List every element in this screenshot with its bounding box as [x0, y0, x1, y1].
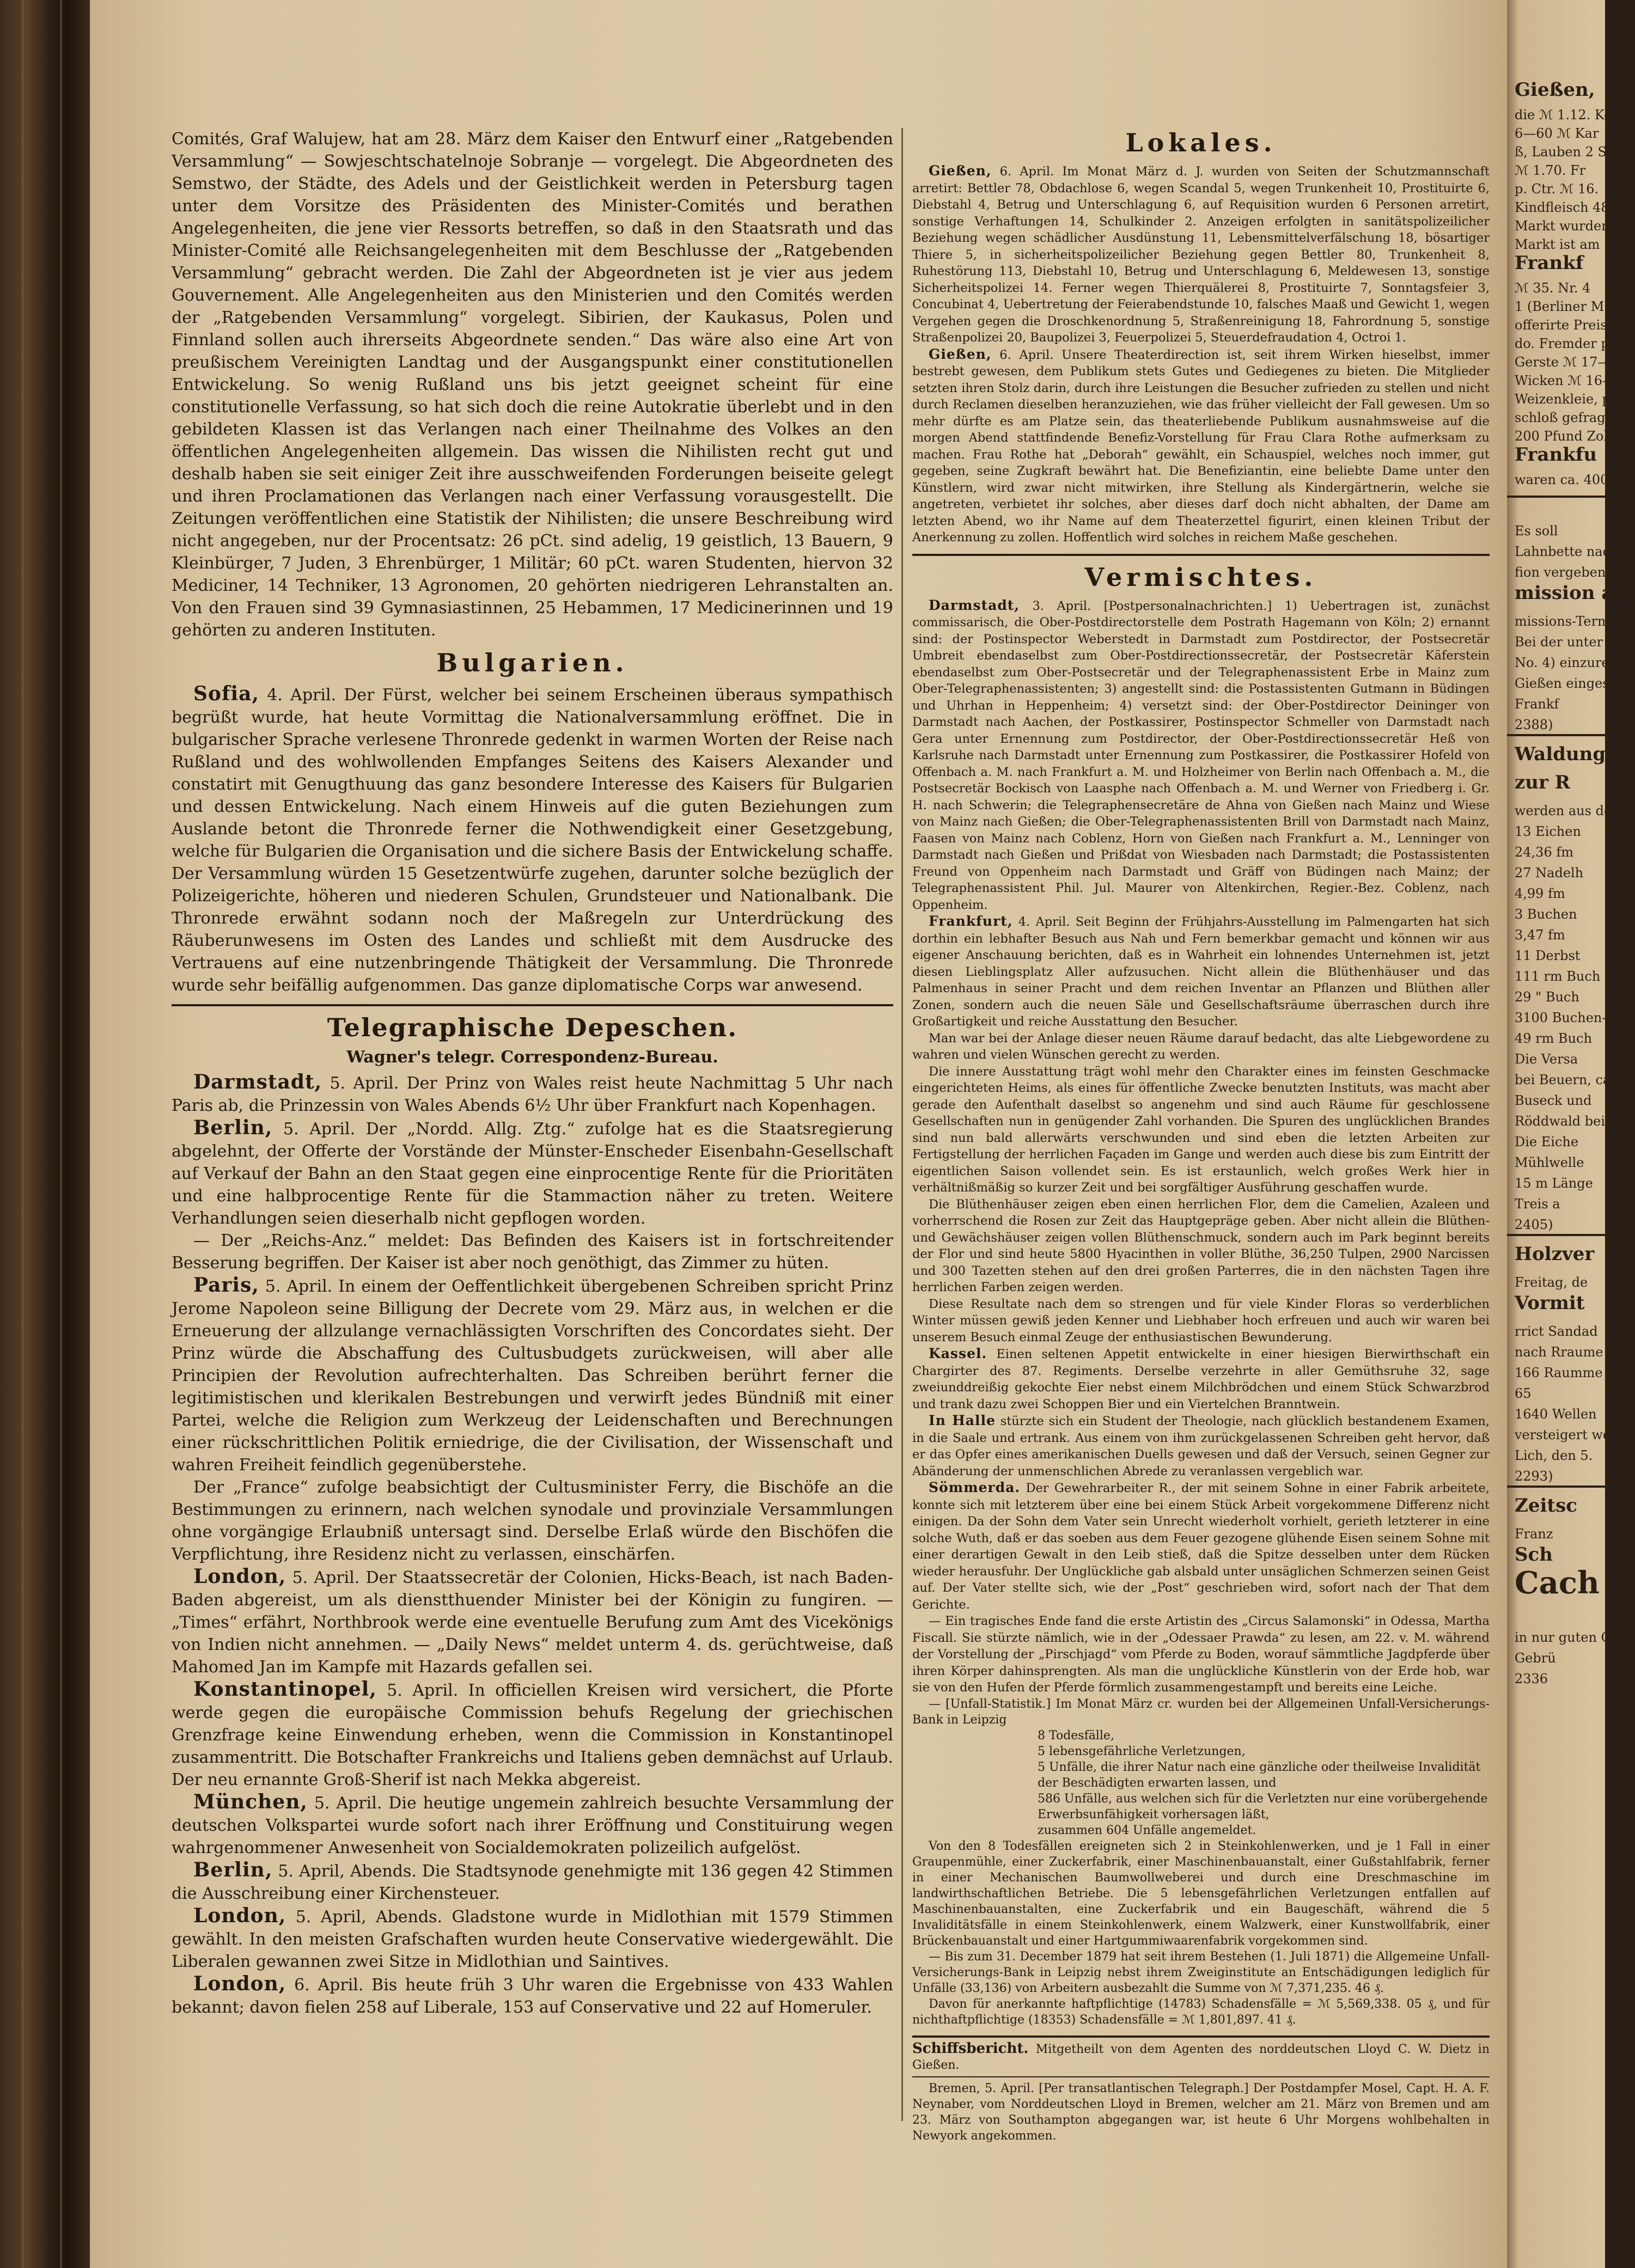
dispatch-item: [172, 1071, 893, 1117]
adjacent-text-line: 6—60 ℳ Kar: [1515, 126, 1599, 141]
adjacent-notice-line: Holzver: [1515, 1243, 1595, 1265]
ship-text: Bremen, 5. April. [Per transatlantischen Telegraph.] Der Postdampfer Mosel, Capt. H. A. F. Neynaber, vom Norddeutschen Lloyd in Bremen, welcher am 21. März von Bremen und am 23. März von Southampton abgegangen war, ist heute 6 Uhr Morgens wohlbehalten in Newyork angekommen.: [912, 2081, 1490, 2143]
dispatch-text: 5. April. Die heutige ungemein zahlreich besuchte Versammlung der deutschen Volkspartei wurde sofort nach ihrer Eröffnung und Constituirung wegen wahrgenommener Anwesenheit von Socialdemokraten polizeilich aufgelöst.: [172, 1794, 894, 1857]
sofia-text: 4. April. Der Fürst, welcher bei seinem Erscheinen überaus sympathisch begrüßt wurde, hat heute Vormittag die Nationalversammlung eröffnet. Die in bulgarischer Sprache verlesene Thronrede gedenkt in warmen Worten der Reise nach Rußland und des wohlwollenden Empfanges Seitens des Kaisers Alexander und constatirt mit Genugthuung das ganz besondere Interesse des Kaisers für Bulgarien und dessen Entwickelung. Nach einem Hinweis auf die guten Beziehungen zum Auslande betont die Thronrede ferner die Nothwendigkeit einer Gesetzgebung, welche für Bulgarien die Organisation und die sichere Basis der Entwickelung schaffe. Der Versammlung würden 15 Gesetzentwürfe zugehen, darunter solche bezüglich der Polizeigerichte, höheren und niederen Schulen, Grundsteuer und Nationalbank. Die Thronrede erwähnt sodann noch der Maßregeln zur Unterdrückung des Räuberunwesens im Osten des Landes und schließt mit dem Ausdrucke des Vertrauens auf eine nutzenbringende Thätigkeit der Versammlung. Die Thronrede wurde sehr beifällig aufgenommen. Das ganze diplomatische Corps war anwesend.: [172, 686, 893, 995]
adjacent-notice-line: Lich, den 5.: [1515, 1448, 1593, 1463]
vermischtes-item: [912, 1196, 1490, 1296]
ship-intro: Mitgetheilt von dem Agenten des norddeutschen Lloyd C. W. Dietz in Gießen.: [912, 2042, 1490, 2072]
sofia-dateline: Sofia,: [193, 682, 260, 705]
dispatch-text: 5. April. In officiellen Kreisen wird versichert, die Pforte werde gegen die europäische Commission behufs Regelung der griechischen Grenzfrage keine Einwendung erheben, wenn die Commission in Konstantinopel zusammentritt. Die Botschafter Frankreichs und Italiens geben demnächst auf Urlaub. Der neu ernannte Groß-Sherif ist nach Mekka abgereist.: [172, 1681, 893, 1789]
vermischtes-text: Die innere Ausstattung trägt wohl mehr den Charakter eines im feinsten Geschmacke eingerichteten Heims, als eines für öffentliche Zwecke benutzten Instituts, was macht aber gerade den Aufenthalt daselbst so angenehm und sind auch Räume für geschlossene Gesellschaften nun in genügender Zahl vorhanden. Die Spuren des unglücklichen Brandes sind nun bald allerwärts verschwunden und sind eben die letzten Arbeiten zur Fertigstellung der herrlichen Façaden im Gange und werden auch diese bis zum Eintritt der eigentlichen Saison vollendet sein. Es ist erstaunlich, welch großes Werk hier in verhältnißmäßig so kurzer Zeit und bei sorgfältiger Ausführung geschaffen wurde.: [912, 1064, 1490, 1195]
column-divider: [901, 128, 903, 2121]
dispatch-text: 5. April, Abends. Gladstone wurde in Midlothian mit 1579 Stimmen gewählt. In den meisten Grafschaften wurden heute Conservative wiedergewählt. Die Liberalen gewannen zwei Sitze in Midlothian und Saintives.: [172, 1908, 893, 1971]
adjacent-text-line: Markt ist am: [1515, 237, 1600, 252]
right-column: [912, 128, 1490, 2143]
adjacent-text-line: ℳ 35. Nr. 4: [1515, 280, 1591, 296]
dispatch-text: 5. April. In einem der Oeffentlichkeit übergebenen Schreiben spricht Prinz Jerome Napoleon seine Billigung der Decrete vom 29. März aus, in welchen er die Erneuerung der allzulange vernachlässigten Vorschriften des Concordates sieht. Der Prinz würde die Abschaffung des Cultusbudgets zurückweisen, will aber alle Principien der Revolution aufrechterhalten. Das Schreiben berührt ferner die legitimistischen und klerikalen Bestrebungen und verwirft jedes Bündniß mit einer Partei, welche die Religion zum Werkzeug der Leidenschaften und Berechnungen einer rückschrittlichen Politik erniedrige, die der Civilisation, der Wissenschaft und wahren Freiheit feindlich gegenüberstehe.: [172, 1277, 893, 1475]
lokales-list: [912, 163, 1490, 546]
vermischtes-item: [912, 1480, 1490, 1613]
unfall-stat-line: 8 Todesfälle,: [1038, 1728, 1114, 1743]
vermischtes-dateline: Kassel.: [929, 1346, 987, 1361]
vermischtes-item: [912, 1346, 1490, 1413]
dispatch-text: 5. April. Der Staatssecretär der Colonien, Hicks-Beach, ist nach Baden-Baden abgereist, um als dienstthuender Minister bei der Königin zu fungiren. — „Times“ erfährt, Northbrook werde eine eventuelle Berufung zum Amt des Vicekönigs von Indien nicht annehmen. — „Daily News“ meldet unterm 4. ds. gerüchtweise, daß Mahomed Jan im Kampfe mit Hazards gefallen sei.: [172, 1568, 893, 1677]
book-binding: [0, 0, 90, 2268]
dispatch-dateline: Berlin,: [193, 1859, 273, 1881]
adjacent-text-line: Frankfu: [1515, 444, 1597, 466]
adjacent-text-line: ℳ 1.70. Fr: [1515, 163, 1586, 178]
adjacent-rule: [1507, 1485, 1605, 1488]
vermischtes-text: Man war bei der Anlage dieser neuen Räume darauf bedacht, das alte Liebgewordene zu wahren und vielen Wünschen gerecht zu werden.: [912, 1031, 1490, 1062]
lokales-text: 6. April. Unsere Theaterdirection ist, seit ihrem Wirken hieselbst, immer bestrebt gewesen, dem Publikum stets Gutes und Gediegenes zu bieten. Die Mitglieder setzten ihren Stolz darin, durch ihre Leistungen die Besucher zufrieden zu stellen und nicht durch Reclamen dieselben heranzuziehen, wie das früher vielleicht der Fall gewesen. Um so mehr dürfte es am Platze sein, das theaterliebende Publikum ausnahmsweise auf die morgen Abend stattfindende Benefiz-Vorstellung für Frau Clara Rothe aufmerksam zu machen. Frau Rothe hat „Deborah“ gewählt, ein Schauspiel, welches noch immer, gut gegeben, seine Zugkraft bewährt hat. Die Benefiziantin, eine beliebte Dame unter den Künstlern, wird zwar nicht mitwirken, ihre Stellung als Kindergärtnerin, welche sie angetreten, verbietet ihr solches, aber dieses darf doch nicht abhalten, der Dame am letzten Abend, wo ihr Name auf dem Theaterzettel figurirt, einen kleinen Tribut der Anerkennung zu zollen. Hoffentlich wird solches in reichem Maße geschehen.: [912, 347, 1490, 545]
dispatch-text: 5. April. Der Prinz von Wales reist heute Nachmittag 5 Uhr nach Paris ab, die Prinzessin von Wales Abends 6½ Uhr über Frankfurt nach Kopenhagen.: [172, 1074, 893, 1115]
adjacent-notice-line: No. 4) einzure: [1515, 655, 1609, 670]
adjacent-notice-line: 3,47 fm: [1515, 927, 1565, 943]
dispatch-dateline: Darmstadt,: [193, 1071, 322, 1093]
unfall-stat-line: 5 lebensgefährliche Verletzungen,: [1038, 1744, 1246, 1758]
adjacent-notice-line: Frankf: [1515, 696, 1559, 712]
adjacent-notice-line: versteigert we: [1515, 1427, 1611, 1442]
vermischtes-text: — Ein tragisches Ende fand die erste Artistin des „Circus Salamonski“ in Odessa, Martha Fiscall. Sie stürzte nämlich, wie in der „Odessaer Prawda“ zu lesen, am 22. v. M. während der Vorstellung der „Pirschjagd“ vom Pferde zu Boden, worauf sämmtliche Jagdpferde über ihren Körper dahinsprengten. Als man die unglückliche Künstlerin von der Erde hob, war sie von den Hufen der Pferde förmlich zusammengestampft und bereits eine Leiche.: [912, 1614, 1490, 1695]
thin-rule: [912, 2076, 1490, 2077]
dispatch-text: Der „France“ zufolge beabsichtigt der Cultusminister Ferry, die Bischöfe an die Bestimmungen zu erinnern, nach welchen synodale und provinziale Versammlungen ohne vorgängige Erlaubniß untersagt sind. Derselbe Erlaß würde den Bischöfen die Verpflichtung, ihre Residenz nicht zu verlassen, einschärfen.: [172, 1478, 893, 1564]
adjacent-notice-line: 49 rm Buch: [1515, 1031, 1593, 1046]
newspaper-page: [90, 0, 1507, 2268]
adjacent-text-line: waren ca. 400: [1515, 472, 1609, 487]
vermischtes-dateline: Sömmerda.: [929, 1480, 1021, 1495]
adjacent-notice-line: missions-Termi: [1515, 614, 1614, 629]
dispatch-item: [172, 1230, 893, 1274]
adjacent-notice-line: Gießen eingese: [1515, 676, 1617, 691]
lokales-heading: Lokales.: [1125, 128, 1277, 157]
unfall-sum: — Bis zum 31. December 1879 hat seit ihrem Bestehen (1. Juli 1871) die Allgemeine Unfall-Versicherungs-Bank in Leipzig nebst ihrem Zweiginstitute an Entschädigungen lediglich für Unfälle (33,136) von Arbeitern ausbezahlt die Summe von ℳ 7,371,235. 46 ₰.: [912, 1949, 1490, 1995]
adjacent-text-line: Gerste ℳ 17—2: [1515, 354, 1619, 370]
dispatch-dateline: Berlin,: [193, 1116, 273, 1139]
adjacent-notice-line: 27 Nadelh: [1515, 865, 1584, 881]
adjacent-notice-line: 166 Raumme: [1515, 1365, 1603, 1380]
adjacent-notice-line: Waldungen: [1515, 743, 1631, 765]
adjacent-notice-line: Cach: [1515, 1565, 1600, 1601]
adjacent-notice-line: 3 Buchen: [1515, 907, 1577, 922]
dispatch-text: 5. April. Der „Nordd. Allg. Ztg.“ zufolge hat es die Staatsregierung abgelehnt, der Offerte der Vorstände der Münster-Enscheder Eisenbahn-Gesellschaft auf Verkauf der Bahn an den Staat gegen eine einprocentige Rente für die Prioritäten und eine halbprocentige Rente für die Stammaction näher zu treten. Weitere Verhandlungen seien dieserhalb nicht gepflogen worden.: [172, 1120, 893, 1228]
adjacent-notice-line: Freitag, de: [1515, 1275, 1588, 1290]
unfall-stat-line: 586 Unfälle, aus welchen sich für die Verletzten nur eine vorübergehende Erwerbsunfähigkeit vorhersagen läßt,: [1038, 1792, 1488, 1821]
adjacent-notice-line: 2293): [1515, 1469, 1553, 1484]
russia-article: Comités, Graf Walujew, hat am 28. März dem Kaiser den Entwurf einer „Ratgebenden Versammlung“ — Sowjeschtschatelnoje Sobranje — vorgelegt. Die Abgeordneten des Semstwo, der Städte, des Adels und der Geistlichkeit werden in Petersburg tagen unter dem Vorsitze des Präsidenten des Minister-Comités und berathen Angelegenheiten, die jene vier Ressorts betreffen, so daß in den Staatsrath und das Minister-Comité alle Reichsangelegenheiten mit dem Beschlusse der „Ratgebenden Versammlung“ gebracht werden. Die Zahl der Abgeordneten ist je vier aus jedem Gouvernement. Alle Angelegenheiten aus den Ministerien und den Comités werden der „Ratgebenden Versammlung“ vorgelegt. Sibirien, der Kaukasus, Polen und Finnland sollen auch ihrerseits Abgeordnete senden.“ Das wäre also eine Art von preußischem Vereinigten Landtag und der Ausgangspunkt einer constitutionellen Entwickelung. So wenig Rußland uns bis jetzt geeignet scheint für eine constitutionelle Verfassung, so hat sich doch die reine Autokratie überlebt und in den gebildeten Klassen ist das Verlangen nach einer Theilnahme des Volkes an den öffentlichen Angelegenheiten allgemein. Das wissen die Nihilisten recht gut und deshalb haben sie seit einiger Zeit ihre ausschweifenden Forderungen beiseite gelegt und ihren Proclamationen das Verlangen nach einer Verfassung vorausgestellt. Die Zeitungen veröffentlichen eine Statistik der Nihilisten; die unsere Beschreibung wird nicht angegeben, nur der Procentsatz: 26 pCt. sind adelig, 19 geistlich, 13 Bauern, 9 Kleinbürger, 7 Juden, 3 Ehrenbürger, 1 Militär; 60 pCt. waren Studenten, hiervon 32 Mediciner, 14 Techniker, 13 Agronomen, 20 gehörten niedrigeren Lehranstalten an. Von den Frauen sind 39 Gymnasiastinnen, 25 Hebammen, 17 Medicinerinnen und 19 gehörten zu anderen Instituten.: [172, 130, 893, 640]
adjacent-notice-line: 4,99 fm: [1515, 886, 1565, 901]
adjacent-text-line: Weizenkleie, pro: [1515, 392, 1625, 407]
dispatch-item: [172, 1678, 893, 1791]
adjacent-rule: [1507, 496, 1605, 498]
dispatch-list: [172, 1071, 893, 2019]
bulgarien-heading: Bulgarien.: [436, 648, 629, 677]
unfall-list: [912, 1728, 1490, 1838]
adjacent-notice-line: 1640 Wellen: [1515, 1407, 1597, 1422]
ship-heading: Schiffsbericht.: [912, 2040, 1029, 2057]
unfall-stat-line: zusammen 604 Unfälle angemeldet.: [1038, 1823, 1256, 1837]
vermischtes-text: 4. April. Seit Beginn der Frühjahrs-Ausstellung im Palmengarten hat sich dorthin ein lebhafter Besuch aus Nah und Fern bemerkbar gemacht und können wir aus eigener Anschauung berichten, daß es in Wahrheit ein lohnendes Unternehmen ist, jetzt diesen Lieblingsplatz Aller aufzusuchen. Nicht allein die Blüthenhäuser und das Palmenhaus in seiner Pracht und dem reichen Inventar an Pflanzen und Blüthen aller Zonen, sondern auch die neuen Säle und Gesellschaftsräume überraschen durch ihre Großartigkeit und reiche Ausstattung den Besucher.: [912, 915, 1490, 1029]
dispatch-item: [172, 1791, 893, 1859]
adjacent-notice-line: 2405): [1515, 1217, 1553, 1232]
adjacent-notice-line: Sch: [1515, 1544, 1553, 1566]
lokales-dateline: Gießen,: [929, 346, 992, 362]
adjacent-text-line: ß, Lauben 2 Schm: [1515, 144, 1635, 160]
adjacent-notice-line: Lahnbette nach: [1515, 544, 1619, 559]
adjacent-notice-line: Franz: [1515, 1526, 1553, 1542]
unfall-intro: — [Unfall-Statistik.] Im Monat März cr. wurden bei der Allgemeinen Unfall-Versicherungs-Bank in Leipzig: [912, 1697, 1490, 1727]
adjacent-text-line: schloß gefragt w: [1515, 410, 1626, 425]
adjacent-notice-line: nach Rraume: [1515, 1344, 1603, 1360]
unfall-stat-line: 5 Unfälle, die ihrer Natur nach eine gänzliche oder theilweise Invalidität der Beschädigten erwarten lassen, und: [1038, 1760, 1481, 1790]
adjacent-notice-line: bei Beuern, ca: [1515, 1072, 1611, 1087]
dispatch-item: [172, 1476, 893, 1566]
adjacent-notice-line: 15 m Länge: [1515, 1176, 1593, 1191]
dispatch-dateline: München,: [193, 1790, 308, 1813]
adjacent-notice-line: 65: [1515, 1386, 1532, 1401]
vermischtes-dateline: Darmstadt,: [929, 597, 1020, 613]
adjacent-text-line: offerirte Preis: [1515, 317, 1607, 333]
adjacent-text-line: 200 Pfund Zoll: [1515, 429, 1612, 444]
adjacent-text-line: die ℳ 1.12. Kön: [1515, 107, 1621, 123]
lokales-item: [912, 346, 1490, 546]
adjacent-notice-line: 13 Eichen: [1515, 824, 1581, 839]
adjacent-notice-line: Buseck und: [1515, 1093, 1592, 1108]
adjacent-notice-line: 24,36 fm: [1515, 845, 1573, 860]
adjacent-text-line: Kindfleisch 48—: [1515, 200, 1622, 215]
telegraph-subheading: Wagner's telegr. Correspondenz-Bureau.: [346, 1048, 718, 1067]
dispatch-text: — Der „Reichs-Anz.“ meldet: Das Befinden des Kaisers ist in fortschreitender Besserung begriffen. Der Kaiser ist aber noch genöthigt, das Zimmer zu hüten.: [172, 1231, 893, 1273]
adjacent-notice-line: rrict Sandad: [1515, 1324, 1598, 1339]
lokales-dateline: Gießen,: [929, 163, 992, 179]
dispatch-item: [172, 1973, 893, 2019]
dispatch-dateline: Paris,: [193, 1274, 259, 1297]
dispatch-dateline: London,: [193, 1972, 286, 1995]
adjacent-notice-line: mission au: [1515, 582, 1627, 604]
vermischtes-heading: Vermischtes.: [1084, 562, 1317, 592]
vermischtes-text: stürzte sich ein Student der Theologie, nach glücklich bestandenem Examen, in die Saale und ertrank. Aus einem von ihm zurückgelassenen Schreiben geht hervor, daß er das Opfer eines amerikanischen Duells gewesen und daß der Versuch, seinen Gegner zur Abänderung der unmenschlichen Abrede zu veranlassen vergeblich war.: [912, 1414, 1490, 1478]
adjacent-notice-line: Die Versa: [1515, 1052, 1578, 1067]
lokales-item: [912, 163, 1490, 346]
vermischtes-item: [912, 1296, 1490, 1346]
dispatch-item: [172, 1859, 893, 1905]
adjacent-notice-line: Vormit: [1515, 1292, 1585, 1314]
vermischtes-dateline: Frankfurt,: [929, 913, 1013, 929]
vermischtes-item: [912, 1413, 1490, 1480]
adjacent-notice-line: 3100 Buchen-: [1515, 1010, 1607, 1025]
dispatch-item: [172, 1566, 893, 1678]
adjacent-notice-line: 29 " Buch: [1515, 989, 1579, 1005]
dispatch-item: [172, 1905, 893, 1973]
sofia-article: [172, 683, 893, 997]
vermischtes-item: [912, 1030, 1490, 1063]
dispatch-item: [172, 1274, 893, 1476]
vermischtes-text: Diese Resultate nach dem so strengen und für viele Kinder Floras so verderblichen Winter müssen gewiß jeden Kenner und Liebhaber hoch erfreuen und auch wir waren bei unserem Besuch einmal Zeuge der enthusiastischen Bewunderung.: [912, 1297, 1490, 1344]
adjacent-notice-line: Zeitsc: [1515, 1495, 1577, 1517]
adjacent-rule: [1507, 1234, 1605, 1236]
section-rule: [912, 554, 1490, 556]
vermischtes-text: Der Gewehrarbeiter R., der mit seinem Sohne in einer Fabrik arbeitete, konnte sich mit letzterem über eine bei einem Stück Arbeit vorgekommene Differenz nicht einigen. Da der Sohn dem Vater sein Unrecht wiederholt vorhielt, gerieth letzterer in eine solche Wuth, daß er das soeben aus dem Feuer gezogene glühende Eisen seinem Sohne mit einer derartigen Gewalt in den Leib stieß, daß die Spitze desselben unter dem Rücken wieder herausfuhr. Der Unglückliche gab alsbald unter unsäglichen Schmerzen seinen Geist auf. Der Vater stellte sich, wie der „Post“ geschrieben wird, sofort nach der That dem Gerichte.: [912, 1481, 1490, 1612]
adjacent-text-line: 1 (Berliner M: [1515, 299, 1605, 314]
adjacent-notice-line: 2336: [1515, 1671, 1548, 1686]
section-rule: [912, 2035, 1490, 2038]
adjacent-notice-line: Röddwald bei: [1515, 1114, 1606, 1129]
adjacent-notice-line: 111 rm Buch: [1515, 969, 1601, 984]
adjacent-notice-line: 2388): [1515, 717, 1553, 732]
adjacent-notice-line: Bei der unter: [1515, 634, 1603, 650]
lokales-text: 6. April. Im Monat März d. J. wurden von Seiten der Schutzmannschaft arretirt: Bettler 78, Obdachlose 6, wegen Scandal 5, wegen Trunkenheit 10, Prostituirte 6, Diebstahl 4, Betrug und Unterschlagung 6, auf Requisition wurden 6 Personen arretirt, sonstige Verhaftungen 14, Schulkinder 2. Anzeigen erfolgten in sanitätspolizeilicher Beziehung wegen schädlicher Ausdünstung 11, Lebensmittelverfälschung 18, bösartiger Thiere 5, in sicherheitspolizeilicher Beziehung gegen Bettler 80, Trunkenheit 8, Ruhestörung 113, Diebstahl 10, Betrug und Unterschlagung 6, Meldewesen 13, sonstige Sicherheitspolizei 14. Ferner wegen Thierquälerei 8, Prostituirte 7, Sonntagsfeier 3, Concubinat 4, Uebertretung der Feierabendstunde 10, falsches Maaß und Gewicht 1, wegen Vergehen gegen die Droschkenordnung 5, Straßenreinigung 18, Fahrordnung 5, sonstige Straßenpolizei 20, Baupolizei 3, Feuerpolizei 5, Steuerdefraudation 4, Octroi 1.: [912, 164, 1490, 345]
vermischtes-item: [912, 597, 1490, 914]
adjacent-rule: [1507, 734, 1605, 736]
adjacent-text-line: Wicken ℳ 16—: [1515, 373, 1616, 388]
vermischtes-item: [912, 913, 1490, 1030]
unfall-sum-detail: Davon für anerkannte haftpflichtige (14783) Schadensfälle = ℳ 5,569,338. 05 ₰, und für nichthaftpflichtige (18353) Schadensfälle = ℳ 1,801,897. 41 ₰.: [912, 1997, 1490, 2027]
dispatch-text: 5. April, Abends. Die Stadtsynode genehmigte mit 136 gegen 42 Stimmen die Ausschreibung einer Kirchensteuer.: [172, 1862, 893, 1903]
adjacent-text-line: Frankf: [1515, 252, 1584, 274]
adjacent-text-line: do. Fremder p: [1515, 336, 1609, 351]
vermischtes-item: [912, 1613, 1490, 1696]
dispatch-dateline: London,: [193, 1565, 286, 1588]
unfall-detail: Von den 8 Todesfällen ereigneten sich 2 in Steinkohlenwerken, und je 1 Fall in einer Graupenmühle, einer Zuckerfabrik, einer Maschinenbauanstalt, einer Gußstahlfabrik, ferner in einer Mechanischen Baumwollweberei und durch eine Dreschmaschine im landwirthschaftlichen Betriebe. Die 5 lebensgefährlichen Verletzungen entfallen auf Maschinenbauanstalten, eine Zuckerfabrik und ein Baugeschäft, während die 5 Invaliditätsfälle in einem Steinkohlenwerk, einem Walzwerk, einer Kunstwollfabrik, einer Brückenbauanstalt und einer Hartgummiwaarenfabrik vorgekommen sind.: [912, 1839, 1490, 1948]
adjacent-notice-line: Treis a: [1515, 1196, 1560, 1212]
dispatch-text: 6. April. Bis heute früh 3 Uhr waren die Ergebnisse von 433 Wahlen bekannt; davon fielen 258 auf Liberale, 153 auf Conservative und 22 auf Homeruler.: [172, 1976, 893, 2017]
vermischtes-text: Einen seltenen Appetit entwickelte in einer hiesigen Bierwirthschaft ein Chargirter des 87. Regiments. Derselbe verzehrte in aller Gemüthsruhe 32, sage zweiunddreißig gekochte Eier nebst einem Milchbrödchen und einem Stück Schwarzbrod und trank dazu zwei Schoppen Bier und ein Viertelchen Branntwein.: [912, 1347, 1490, 1411]
adjacent-text-line: p. Ctr. ℳ 16.: [1515, 181, 1599, 197]
adjacent-text-line: Markt wurden: [1515, 218, 1610, 234]
adjacent-notice-line: in nur guten Q: [1515, 1630, 1612, 1645]
section-rule: [172, 1004, 893, 1006]
adjacent-notice-line: Mühlwelle: [1515, 1155, 1584, 1170]
vermischtes-dateline: In Halle: [929, 1413, 996, 1428]
adjacent-notice-line: zur R: [1515, 772, 1571, 793]
adjacent-notice-line: 11 Derbst: [1515, 948, 1581, 963]
adjacent-notice-line: fion vergeben: [1515, 565, 1606, 580]
vermischtes-text: 3. April. [Postpersonalnachrichten.] 1) Uebertragen ist, zunächst commissarisch, die Ober-Postdirectorstelle dem Postrath Hagemann von Köln; 2) ernannt sind: der Postinspector Weberstedt in Darmstadt zum Postdirector, der Postsecretär Umbreit ebendaselbst zum Ober-Postdirectionssecretär, der Postsecretär Käferstein ebendaselbst zum Ober-Postsecretär und der Telegraphenassistent Erbe in Mainz zum Ober-Telegraphenassistenten; 3) angestellt sind: die Postassistenten Gutmann in Büdingen und Uhrhan in Heppenheim; 4) versetzt sind: der Ober-Postdirector Deininger von Darmstadt nach Aachen, der Postkassirer, Postinspector Schmeller von Darmstadt nach Gera unter Ernennung zum Postdirector, der Ober-Postdirectionssecretär Heß von Karlsruhe nach Darmstadt unter Ernennung zum Postkassirer, die Postkassirer Hofeld von Offenbach a. M. nach Frankfurt a. M. und Holzheimer von Berlin nach Offenbach a. M., die Postsecretär Bockisch von Laasphe nach Offenbach a. M. und Werner von Friedberg i. Gr. H. nach Schwerin; die Telegraphensecretäre de Ahna von Gießen nach Mainz und Wiese von Mainz nach Gießen; die Ober-Telegraphenassistenten Brill von Darmstadt nach Mainz, Faasen von Mainz nach Coblenz, Horn von Gießen nach Frankfurt a. M., Lenninger von Darmstadt nach Gießen und Prißdat von Wiesbaden nach Darmstadt; die Postassistenten Freund von Oppenheim nach Darmstadt und Gräff von Büdingen nach Mainz; der Telegraphenassistent Phil. Jul. Maurer von Altenkirchen, Regier.-Bez. Coblenz, nach Oppenheim.: [912, 598, 1490, 912]
vermischtes-list: [912, 597, 1490, 1696]
dispatch-dateline: Konstantinopel,: [193, 1678, 377, 1701]
adjacent-text-line: Gießen,: [1515, 79, 1595, 101]
left-column: [172, 128, 893, 2132]
adjacent-notice-line: werden aus de: [1515, 803, 1612, 818]
adjacent-page: [1507, 0, 1635, 2268]
telegraph-heading: Telegraphische Depeschen.: [327, 1013, 738, 1042]
dispatch-item: [172, 1117, 893, 1230]
adjacent-notice-line: Die Eiche: [1515, 1134, 1579, 1150]
adjacent-notice-line: Es soll: [1515, 523, 1558, 539]
vermischtes-item: [912, 1063, 1490, 1196]
vermischtes-text: Die Blüthenhäuser zeigen eben einen herrlichen Flor, dem die Camelien, Azaleen und vorherrschend die Rosen zur Zeit das Hauptgepräge geben. Aber nicht allein die Blüthen- und Gewächshäuser zeigen vollen Blüthenschmuck, sondern auch im Park beginnt bereits der Flor und sind heute 5800 Hyacinthen in voller Blüthe, 36,250 Tulpen, 2900 Narcissen und 300 Tazetten stehen auf den drei großen Parterres, die in den nächsten Tagen ihre herrlichen Farben zeigen werden.: [912, 1197, 1490, 1294]
ship-report: [912, 2041, 1490, 2073]
dispatch-dateline: London,: [193, 1904, 286, 1927]
adjacent-notice-line: Gebrü: [1515, 1650, 1556, 1666]
